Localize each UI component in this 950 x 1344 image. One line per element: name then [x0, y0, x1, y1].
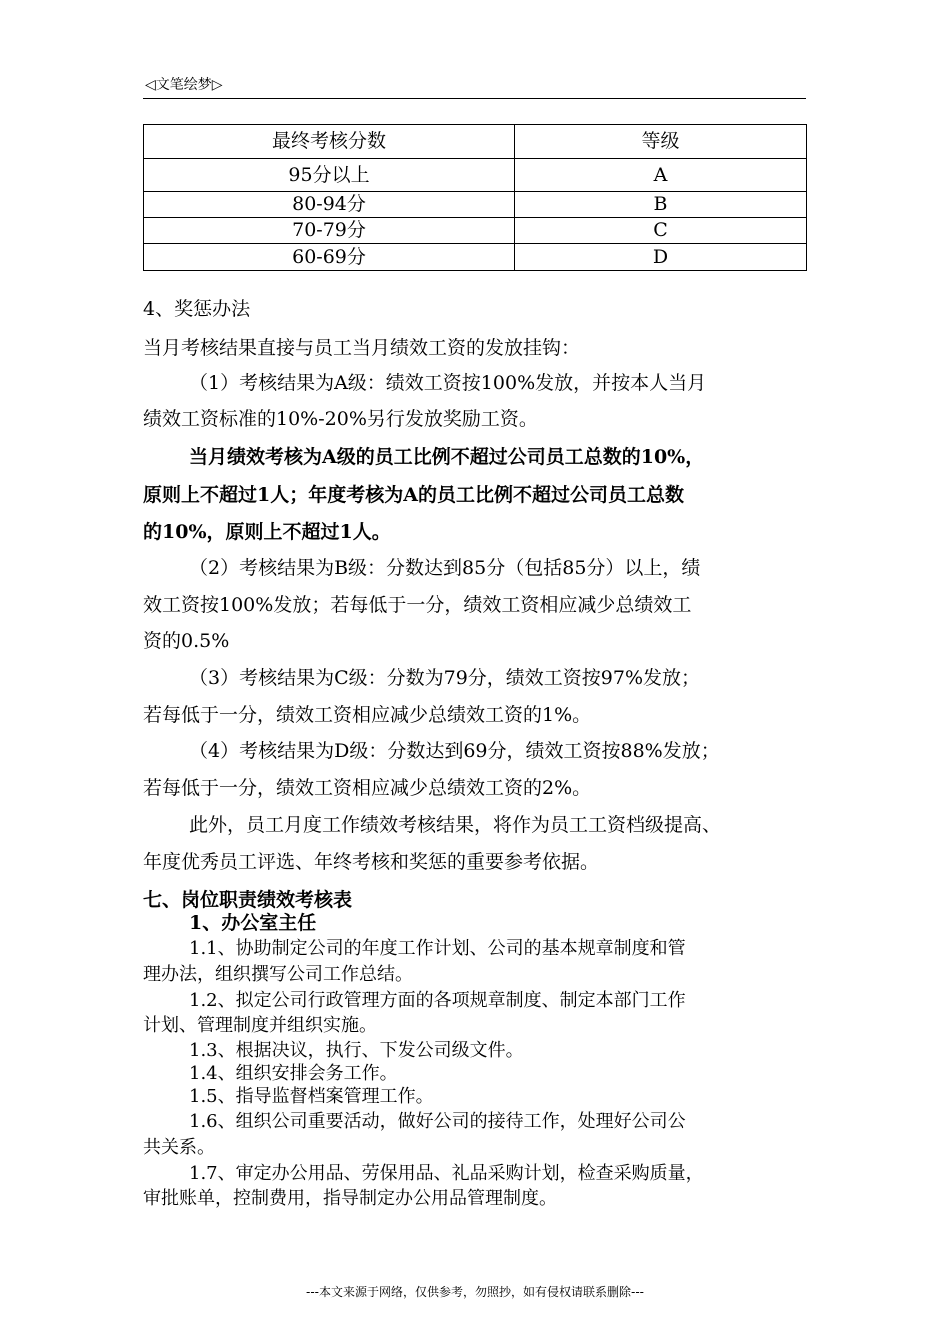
table-cell-grade: A [515, 159, 807, 192]
item-1-6-line1: 1.6、组织公司重要活动，做好公司的接待工作，处理好公司公 [189, 1111, 686, 1132]
table-header-row [144, 125, 807, 159]
table-header-score: 最终考核分数 [144, 125, 515, 159]
grade-table [143, 124, 807, 271]
item-1-7-line2: 审批账单，控制费用，指导制定办公用品管理制度。 [143, 1188, 557, 1209]
grade-d-line2: 若每低于一分，绩效工资相应减少总绩效工资的2%。 [143, 777, 592, 799]
grade-b-line2: 效工资按100%发放；若每低于一分，绩效工资相应减少总绩效工 [143, 594, 692, 616]
bold-rule-line3: 的10%，原则上不超过1人。 [143, 521, 391, 543]
grade-a-line1: （1）考核结果为A级：绩效工资按100%发放，并按本人当月 [189, 372, 707, 394]
table-cell-score: 80-94分 [144, 192, 515, 218]
subsection1-title: 1、办公室主任 [189, 912, 317, 934]
item-1-1-line1: 1.1、协助制定公司的年度工作计划、公司的基本规章制度和管 [189, 938, 686, 959]
extra-line1: 此外，员工月度工作绩效考核结果，将作为员工工资档级提高、 [189, 814, 722, 836]
table-header-grade: 等级 [515, 125, 807, 159]
page-header [143, 72, 806, 99]
table-cell-score: 70-79分 [144, 218, 515, 244]
grade-c-line2: 若每低于一分，绩效工资相应减少总绩效工资的1%。 [143, 704, 592, 726]
grade-a-line2: 绩效工资标准的10%-20%另行发放奖励工资。 [143, 408, 538, 430]
grade-c-line1: （3）考核结果为C级：分数为79分，绩效工资按97%发放； [189, 667, 701, 689]
table-cell-grade: C [515, 218, 807, 244]
item-1-1-line2: 理办法，组织撰写公司工作总结。 [143, 964, 413, 985]
table-row [144, 218, 807, 244]
item-1-2-line2: 计划、管理制度并组织实施。 [143, 1015, 377, 1036]
table-row [144, 159, 807, 192]
bold-rule-line2: 原则上不超过1人；年度考核为A的员工比例不超过公司员工总数 [143, 484, 684, 506]
item-1-6-line2: 共关系。 [143, 1137, 215, 1158]
section4-title: 4、奖惩办法 [143, 298, 251, 320]
table-row [144, 192, 807, 218]
item-1-4: 1.4、组织安排会务工作。 [189, 1063, 398, 1084]
item-1-3: 1.3、根据决议，执行、下发公司级文件。 [189, 1040, 524, 1061]
grade-d-line1: （4）考核结果为D级：分数达到69分，绩效工资按88%发放； [189, 740, 720, 762]
table-cell-score: 60-69分 [144, 244, 515, 271]
grade-b-line3: 资的0.5% [143, 630, 230, 652]
intro-paragraph: 当月考核结果直接与员工当月绩效工资的发放挂钩： [143, 337, 581, 359]
item-1-7-line1: 1.7、审定办公用品、劳保用品、礼品采购计划，检查采购质量， [189, 1163, 704, 1184]
grade-b-line1: （2）考核结果为B级：分数达到85分（包括85分）以上，绩 [189, 557, 701, 579]
item-1-2-line1: 1.2、拟定公司行政管理方面的各项规章制度、制定本部门工作 [189, 990, 686, 1011]
page-footer: ---本文来源于网络，仅供参考，勿照抄，如有侵权请联系删除--- [306, 1285, 644, 1299]
table-cell-grade: B [515, 192, 807, 218]
section7-title: 七、岗位职责绩效考核表 [143, 889, 353, 911]
item-1-5: 1.5、指导监督档案管理工作。 [189, 1086, 434, 1107]
table-cell-grade: D [515, 244, 807, 271]
table-row [144, 244, 807, 271]
extra-line2: 年度优秀员工评选、年终考核和奖惩的重要参考依据。 [143, 851, 600, 873]
bold-rule-line1: 当月绩效考核为A级的员工比例不超过公司员工总数的10%， [189, 446, 705, 468]
table-cell-score: 95分以上 [144, 159, 515, 192]
header-logo-text: ◁文笔绘梦▷ [145, 77, 223, 93]
